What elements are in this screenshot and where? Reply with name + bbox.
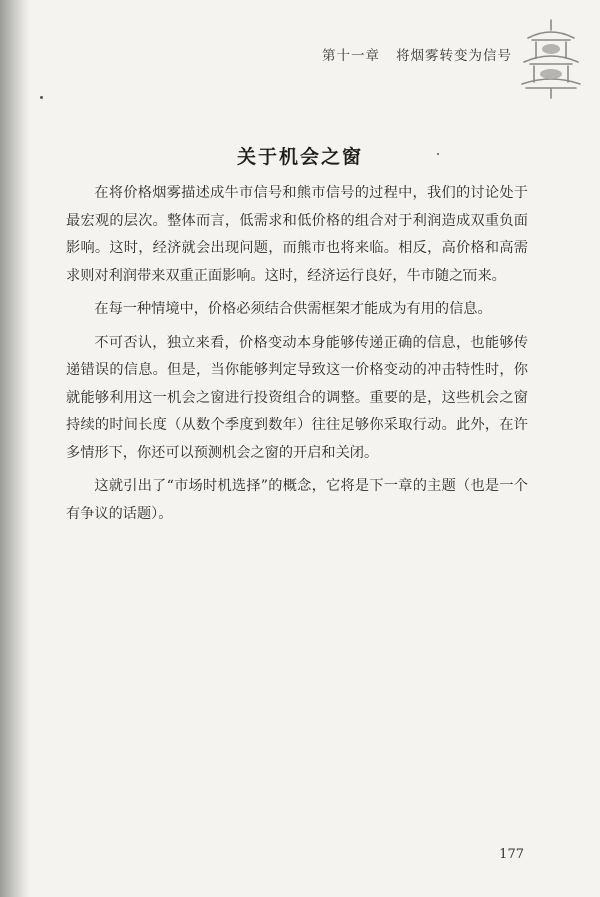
chapter-title: 将烟雾转变为信号 bbox=[396, 48, 512, 64]
paragraph: 在将价格烟雾描述成牛市信号和熊市信号的过程中，我们的讨论处于最宏观的层次。整体而言，低需求和低价格的组合对于利润造成双重负面影响。这时，经济就会出现问题，而熊市也将来临。相反，高价格和高需求则对利润带来双重正面影响。这时，经济运行良好，牛市随之而来。 bbox=[66, 185, 528, 284]
body-text bbox=[66, 180, 528, 534]
paragraph: 这就引出了“市场时机选择”的概念，它将是下一章的主题（也是一个有争议的话题）。 bbox=[66, 478, 528, 522]
section-title: 关于机会之窗 bbox=[236, 146, 363, 168]
pagoda-ornament-icon bbox=[518, 18, 584, 100]
page-speck bbox=[40, 96, 43, 99]
paragraph: 在每一种情境中，价格必须结合供需框架才能成为有用的信息。 bbox=[94, 301, 492, 317]
page-number: 177 bbox=[499, 847, 524, 862]
running-header bbox=[322, 44, 512, 64]
chapter-number: 第十一章 bbox=[322, 48, 380, 64]
book-spine-shadow bbox=[0, 0, 30, 897]
paragraph: 不可否认，独立来看，价格变动本身能够传递正确的信息，也能够传递错误的信息。但是，当你能够判定导致这一价格变动的冲击特性时，你就能够利用这一机会之窗进行投资组合的调整。重要的是，这些机会之窗持续的时间长度（从数个季度到数年）往往足够你采取行动。此外，在许多情形下，你还可以预测机会之窗的开启和关闭。 bbox=[66, 334, 528, 461]
